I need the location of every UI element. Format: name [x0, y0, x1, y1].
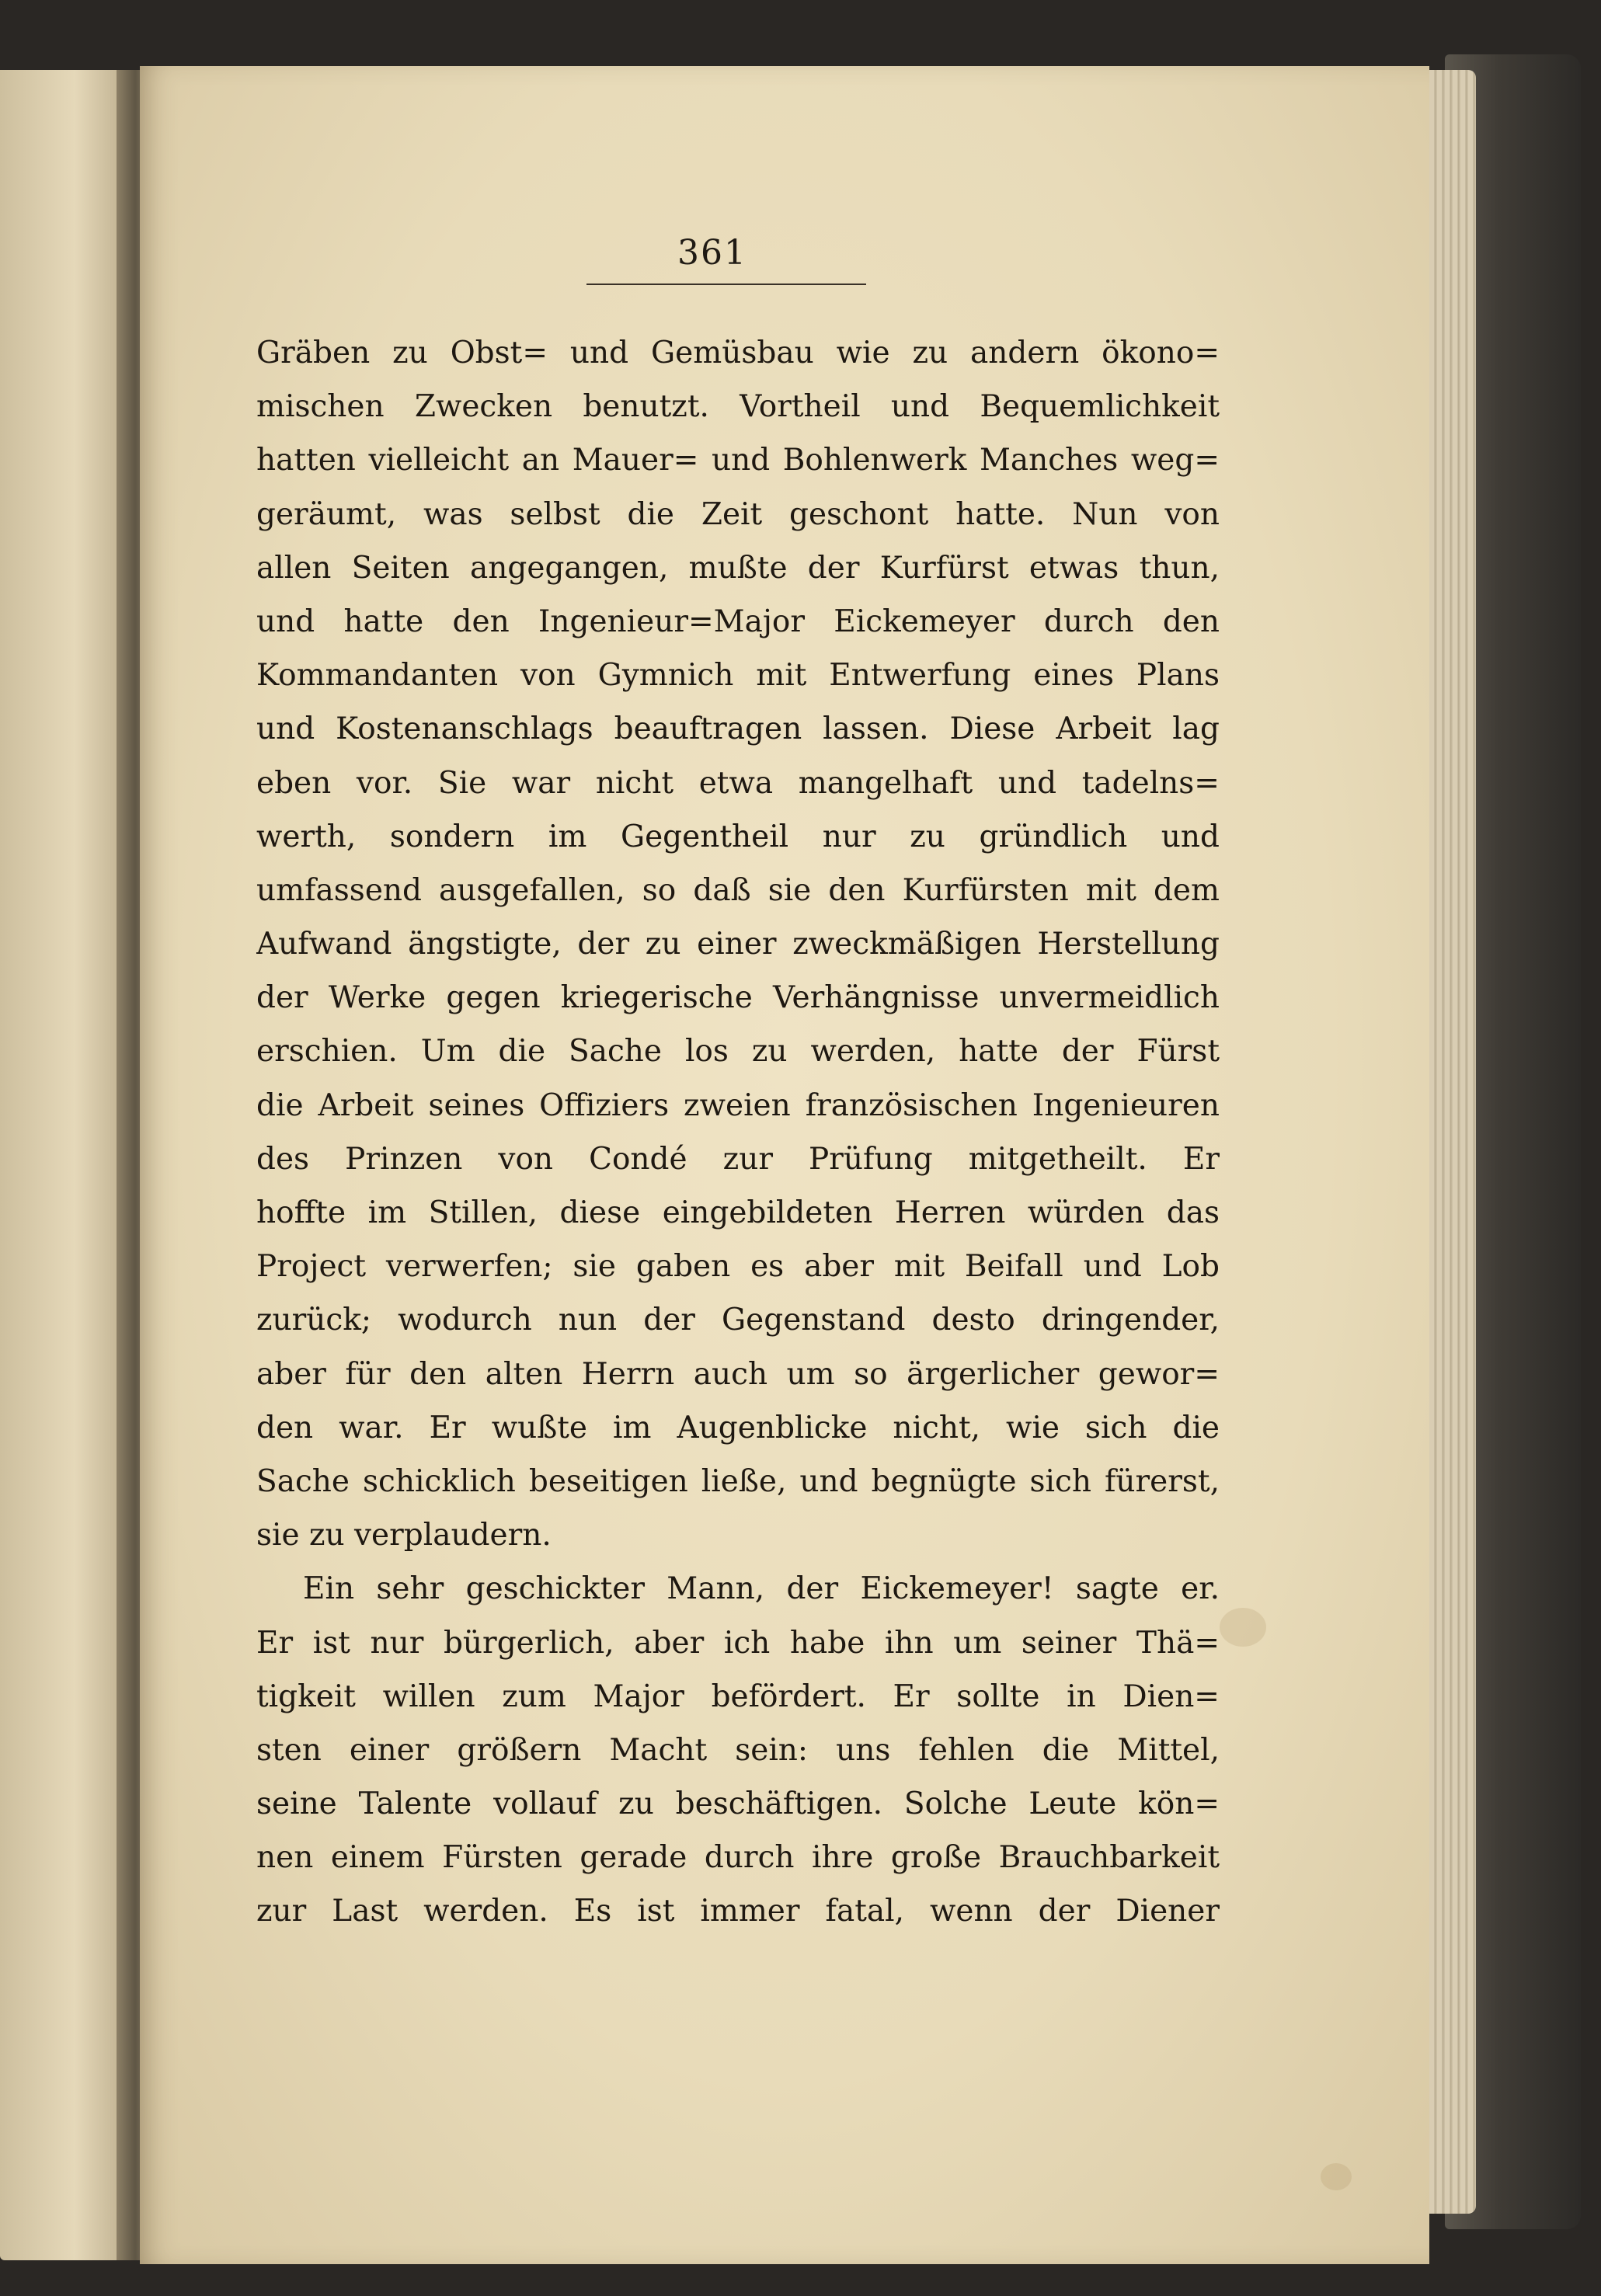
text-line: tigkeit willen zum Major befördert. Er sollte in Dien=: [256, 1679, 1220, 1714]
text-line: hatten vielleicht an Mauer= und Bohlenwerk Manches weg=: [256, 443, 1220, 478]
text-line: Sache schicklich beseitigen ließe, und begnügte sich fürerst,: [256, 1463, 1220, 1499]
text-line: seine Talente vollauf zu beschäftigen. Solche Leute kön=: [256, 1786, 1220, 1822]
text-line: eben vor. Sie war nicht etwa mangelhaft und tadelns=: [256, 765, 1220, 801]
text-line: sten einer größern Macht sein: uns fehlen die Mittel,: [256, 1732, 1220, 1768]
left-page-margin: [0, 70, 136, 2260]
text-line: Kommandanten von Gymnich mit Entwerfung eines Plans: [256, 658, 1220, 694]
text-line: der Werke gegen kriegerische Verhängnisse unvermeidlich: [256, 980, 1220, 1016]
text-line: Er ist nur bürgerlich, aber ich habe ihn um seiner Thä=: [256, 1625, 1220, 1661]
text-line: sie zu verplaudern.: [256, 1518, 552, 1553]
text-line: Aufwand ängstigte, der zu einer zweckmäßigen Herstellung: [256, 927, 1220, 962]
text-line: umfassend ausgefallen, so daß sie den Kurfürsten mit dem: [256, 872, 1220, 908]
paper-stain: [1220, 1608, 1266, 1647]
text-line: allen Seiten angegangen, mußte der Kurfürst etwas thun,: [256, 550, 1220, 586]
text-line: erschien. Um die Sache los zu werden, hatte der Fürst: [256, 1034, 1220, 1070]
text-line: und Kostenanschlags beauftragen lassen. Diese Arbeit lag: [256, 711, 1220, 747]
text-line: und hatte den Ingenieur=Major Eickemeyer durch den: [256, 604, 1220, 639]
page-edges: [1422, 70, 1476, 2214]
paper-stain: [1321, 2163, 1352, 2190]
text-line: aber für den alten Herrn auch um so ärgerlicher gewor=: [256, 1356, 1220, 1392]
text-line: zur Last werden. Es ist immer fatal, wenn der Diener: [256, 1894, 1220, 1929]
page-number: 361: [677, 233, 747, 273]
text-line: Gräben zu Obst= und Gemüsbau wie zu andern ökono=: [256, 336, 1220, 370]
text-line: die Arbeit seines Offiziers zweien französischen Ingenieuren: [256, 1087, 1220, 1123]
text-line: nen einem Fürsten gerade durch ihre große Brauchbarkeit: [256, 1840, 1220, 1876]
header-rule: [586, 284, 866, 285]
text-line: mischen Zwecken benutzt. Vortheil und Bequemlichkeit: [256, 389, 1220, 425]
text-line: den war. Er wußte im Augenblicke nicht, wie sich die: [256, 1410, 1220, 1445]
body-text: [256, 326, 1220, 1957]
text-line: werth, sondern im Gegentheil nur zu gründlich und: [256, 819, 1220, 854]
text-line: hoffte im Stillen, diese eingebildeten Herren würden das: [256, 1195, 1220, 1230]
text-line: des Prinzen von Condé zur Prüfung mitgetheilt. Er: [256, 1141, 1220, 1177]
text-line: geräumt, was selbst die Zeit geschont hatte. Nun von: [256, 496, 1220, 532]
text-line: Project verwerfen; sie gaben es aber mit Beifall und Lob: [256, 1249, 1220, 1285]
text-line: Ein sehr geschickter Mann, der Eickemeyer! sagte er.: [303, 1571, 1220, 1607]
text-line: zurück; wodurch nun der Gegenstand desto dringender,: [256, 1303, 1220, 1338]
